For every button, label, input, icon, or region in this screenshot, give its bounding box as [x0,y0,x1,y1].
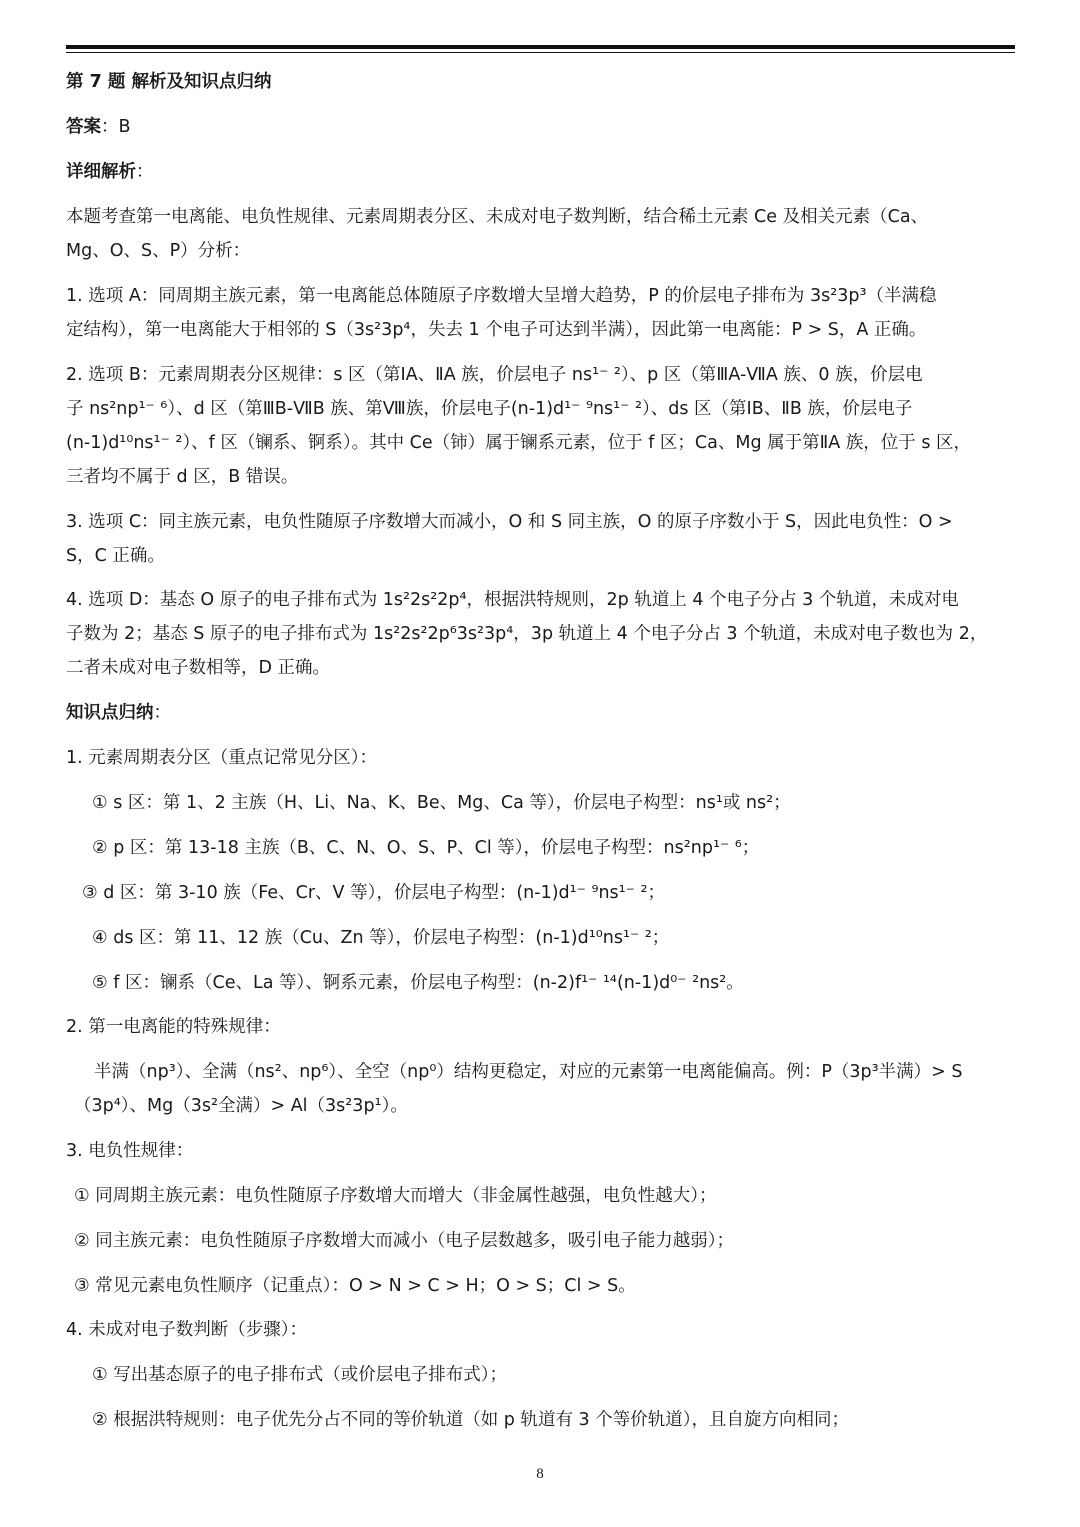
option-c-line: 3. 选项 C：同主族元素，电负性随原子序数增大而减小，O 和 S 同主族，O 的原子序数小于 S，因此电负性：O > [66,512,953,532]
option-b-line: (n-1)d¹⁰ns¹⁻ ²）、f 区（镧系、锕系）。其中 Ce（铈）属于镧系元素，位于 f 区；Ca、Mg 属于第ⅡA 族，位于 s 区， [66,433,972,453]
option-b-line: 2. 选项 B：元素周期表分区规律：s 区（第ⅠA、ⅡA 族，价层电子 ns¹⁻ ²）、p 区（第ⅢA-ⅦA 族、0 族，价层电 [66,365,923,385]
kp1-item: ③ d 区：第 3-10 族（Fe、Cr、V 等），价层电子构型：(n-1)d¹⁻ ⁹ns¹⁻ ²； [82,883,666,903]
kp2-line: （3p⁴）、Mg（3s²全满）> Al（3s²3p¹）。 [74,1096,408,1116]
kp3-item: ② 同主族元素：电负性随原子序数增大而减小（电子层数越多，吸引电子能力越弱）； [74,1231,734,1251]
kp2-line: 半满（np³）、全满（ns²、np⁶）、全空（np⁰）结构更稳定，对应的元素第一电离能偏高。例：P（3p³半满）> S [94,1062,963,1082]
detail-heading [66,160,154,184]
option-a-line: 定结构），第一电离能大于相邻的 S（3s²3p⁴，失去 1 个电子可达到半满），因此第一电离能：P > S，A 正确。 [66,320,927,340]
knowledge-colon: ： [153,703,171,723]
page-number: 8 [536,1466,544,1482]
detail-colon: ： [136,162,154,182]
intro-line: Mg、O、S、P）分析： [66,241,251,261]
kp2-title: 2. 第一电离能的特殊规律： [66,1017,281,1037]
section-title: 第 7 题 解析及知识点归纳 [66,72,272,92]
answer-label: 答案 [66,117,101,137]
kp1-item: ⑤ f 区：镧系（Ce、La 等）、锕系元素，价层电子构型：(n-2)f¹⁻ ¹⁴(n-1)d⁰⁻ ²ns²。 [92,973,744,993]
kp1-title: 1. 元素周期表分区（重点记常见分区）： [66,748,378,768]
kp4-item: ② 根据洪特规则：电子优先分占不同的等价轨道（如 p 轨道有 3 个等价轨道），且自旋方向相同； [92,1410,849,1430]
option-d-line: 4. 选项 D：基态 O 原子的电子排布式为 1s²2s²2p⁴，根据洪特规则，2p 轨道上 4 个电子分占 3 个轨道，未成对电 [66,590,959,610]
kp1-item: ① s 区：第 1、2 主族（H、Li、Na、K、Be、Mg、Ca 等），价层电子构型：ns¹或 ns²； [92,793,791,813]
answer-value: ：B [101,117,131,137]
option-c-line: S，C 正确。 [66,546,165,566]
option-b-line: 子 ns²np¹⁻ ⁶）、d 区（第ⅢB-ⅦB 族、第Ⅷ族，价层电子(n-1)d¹⁻ ⁹ns¹⁻ ²）、ds 区（第ⅠB、ⅡB 族，价层电子 [66,399,913,419]
option-d-line: 二者未成对电子数相等，D 正确。 [66,658,331,678]
header-rule-thin [66,52,1015,53]
option-a-line: 1. 选项 A：同周期主族元素，第一电离能总体随原子序数增大呈增大趋势，P 的价层电子排布为 3s²3p³（半满稳 [66,286,937,306]
kp1-item: ④ ds 区：第 11、12 族（Cu、Zn 等），价层电子构型：(n-1)d¹⁰ns¹⁻ ²； [92,928,670,948]
option-b-line: 三者均不属于 d 区，B 错误。 [66,467,299,487]
knowledge-label: 知识点归纳 [66,703,154,723]
intro-line: 本题考查第一电离能、电负性规律、元素周期表分区、未成对电子数判断，结合稀土元素 Ce 及相关元素（Ca、 [66,207,929,227]
detail-label: 详细解析 [66,162,136,182]
kp3-item: ③ 常见元素电负性顺序（记重点）：O > N > C > H；O > S；Cl > S。 [74,1276,636,1296]
option-d-line: 子数为 2；基态 S 原子的电子排布式为 1s²2s²2p⁶3s²3p⁴，3p 轨道上 4 个电子分占 3 个轨道，未成对电子数也为 2， [66,624,988,644]
answer-line [66,115,131,139]
kp4-item: ① 写出基态原子的电子排布式（或价层电子排布式）； [92,1365,507,1385]
kp3-item: ① 同周期主族元素：电负性随原子序数增大而增大（非金属性越强，电负性越大）； [74,1186,717,1206]
header-rule-thick [66,45,1015,49]
knowledge-heading [66,701,171,725]
kp4-title: 4. 未成对电子数判断（步骤）： [66,1320,308,1340]
kp1-item: ② p 区：第 13-18 主族（B、C、N、O、S、P、Cl 等），价层电子构型：ns²np¹⁻ ⁶； [92,838,760,858]
kp3-title: 3. 电负性规律： [66,1141,194,1161]
